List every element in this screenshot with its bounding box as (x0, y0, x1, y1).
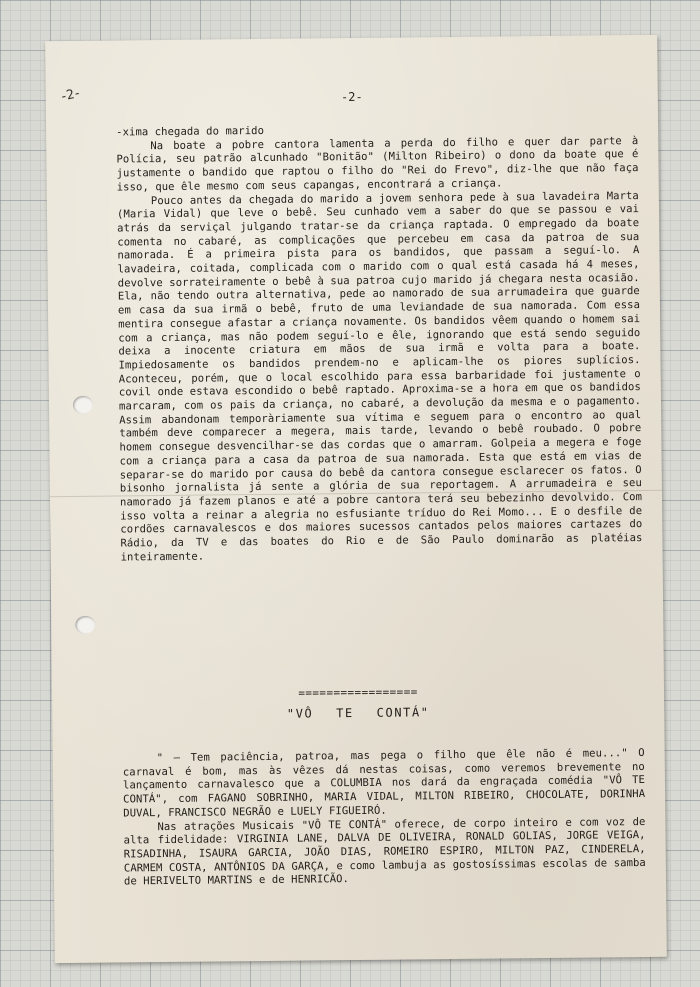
page-number: -2- (340, 89, 363, 105)
punch-hole (75, 616, 95, 634)
section-body (123, 747, 646, 889)
section-title: "VÔ TE CONTÁ" (286, 705, 430, 721)
article-body (116, 121, 643, 565)
document-page (45, 35, 667, 963)
corner-mark: -2- (58, 85, 82, 106)
paragraph: Pouco antes da chegada do marido a jovem senhora pede à sua lavadeira Marta (Maria Vidal) que leve o bebê. Seu cunhado vem a saber do que se passou e vai atrás da serviçal julgando tratar-se da criança raptada. O empregado da boate comenta no cabaré, as complicações que percebeu em casa da patroa de sua namorada. É a primeira pista para os bandidos, que passam a seguí-lo. A lavadeira, coitada, complicada com o marido com o qual está casada há 4 meses, devolve sorrateiramente o bebê à sua patroa cujo marido já chegara nesta ocasião. Ela, não tendo outra alternativa, pede ao namorado de sua arrumadeira que guarde em casa da sua irmã o bebê, fruto de uma leviandade de sua namorada. Com essa mentira consegue afastar a criança novamente. Os bandidos vêem quando o homem sai com a criança, mas não podem seguí-lo e êle, ignorando que está sendo seguido deixa a inocente criatura em mãos de sua irmã e volta para a boate. Impiedosamente os bandidos prendem-no e aplicam-lhe os piores suplícios. Aconteceu, porém, que o local escolhido para essa barbaridade foi justamente o covil onde estava escondido o bebê raptado. Aproxima-se a hora em que os bandidos marcaram, com os pais da criança, no cabaré, a devolução da mesma e o pagamento. Assim abandonam temporàriamente sua vítima e seguem para o encontro ao qual também deve comparecer a megera, mais tarde, levando o bebê roubado. O pobre homem consegue desvencilhar-se das cordas que o amarram. Golpeia a megera e foge com a criança para a casa da patroa de sua namorada. Esta que está em vias de separar-se do marido por causa do bebê da cantora consegue esclarecer os fatos. O bisonho jornalista já sente a glória de sua reportagem. A arrumadeira e seu namorado já fazem planos e até a pobre cantora terá seu bebezinho devolvido. Com isso volta a reinar a alegria no esfusiante tríduo do Rei Momo... E o desfile de cordões carnavalescos e dos maiores sucessos cantados pelos maiores cartazes do Rádio, da TV e das boates do Rio e de São Paulo dominarão as platéias inteiramente. (116, 189, 643, 564)
punch-hole (73, 396, 93, 414)
paragraph: " — Tem paciência, patroa, mas pega o filho que êle não é meu..." O carnaval é bom, mas às vêzes dá nestas coisas, como veremos brevemente no lançamento carnavalesco que a COLUMBIA nos dará da engraçada comédia "VÔ TE CONTÁ", com FAGANO SOBRINHO, MARIA VIDAL, MILTON RIBEIRO, CHOCOLATE, DORINHA DUVAL, FRANCISCO NEGRÃO e LUELY FIGUEIRÓ. (122, 746, 646, 820)
paragraph: Na boate a pobre cantora lamenta a perda do filho e quer dar parte à Polícia, seu patrão alcunhado "Bonitão" (Milton Ribeiro) o dono da boate que é justamente o bandido que raptou o filho do "Rei do Frevo", diz-lhe que não faça isso, que êle mesmo com seus capangas, encontrará a criança. (116, 134, 639, 194)
section-divider: ================= (298, 685, 418, 700)
paragraph: -xima chegada do marido (116, 124, 265, 139)
paragraph: Nas atrações Musicais "VÔ TE CONTÁ" oferece, de corpo inteiro e com voz de alta fidelidade: VIRGINIA LANE, DALVA DE OLIVEIRA, RONALD GOLIAS, JORGE VEIGA, RISADINHA, ISAURA GARCIA, JOÃO DIAS, ROMEIRO ESPIRO, MILTON PAZ, CINDERELA, CARMEM COSTA, ANTÔNIOS DA GARÇA, e como lambuja as gostosíssimas escolas de samba de HERIVELTO MARTINS e de HENRICÃO. (123, 815, 646, 888)
